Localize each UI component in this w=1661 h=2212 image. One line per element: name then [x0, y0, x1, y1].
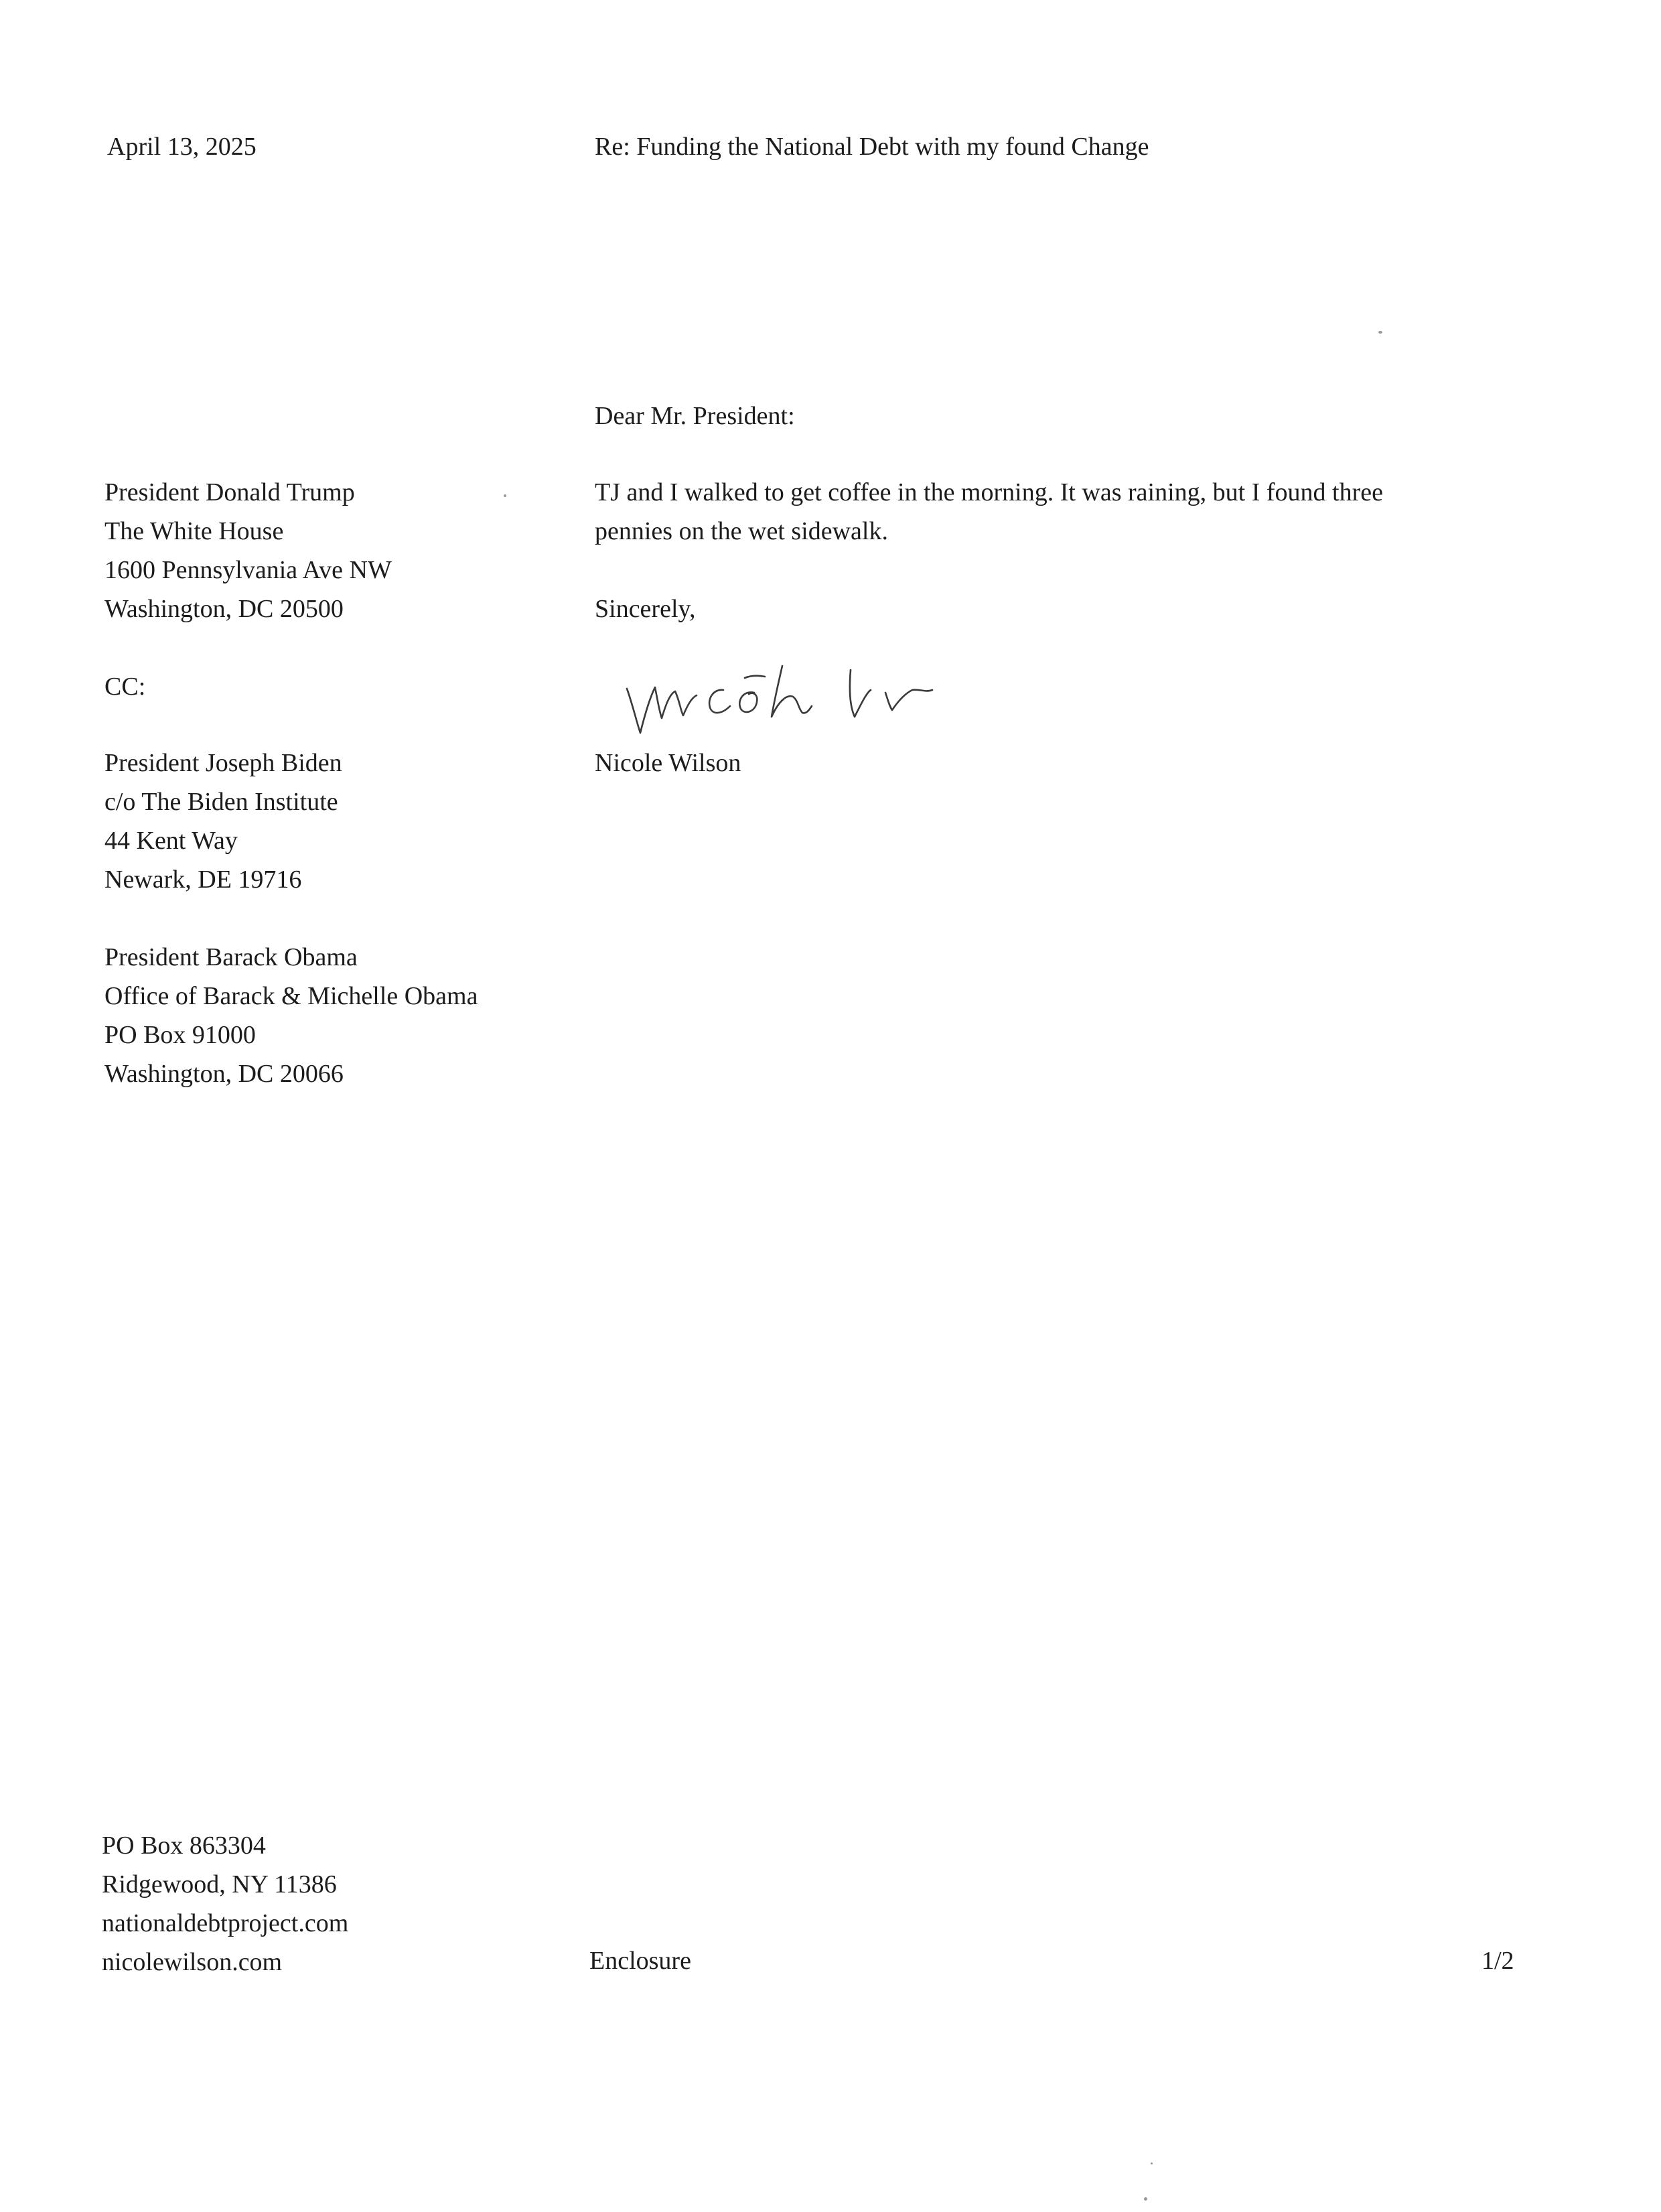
cc-address	[104, 938, 478, 1093]
body-line: TJ and I walked to get coffee in the morning. It was raining, but I found three	[595, 478, 1383, 506]
cc-name: President Joseph Biden	[104, 749, 342, 777]
body-line: pennies on the wet sidewalk.	[595, 517, 888, 545]
recipient-line: Washington, DC 20500	[104, 595, 344, 623]
page-number: 1/2	[1482, 1947, 1514, 1975]
sender-address-line: PO Box 863304	[102, 1831, 266, 1860]
cc-line: c/o The Biden Institute	[104, 788, 338, 816]
cc-line: Newark, DE 19716	[104, 866, 302, 894]
scan-speck	[1378, 331, 1382, 334]
letter-body	[595, 473, 1383, 551]
salutation: Dear Mr. President:	[595, 402, 795, 430]
sender-website: nicolewilson.com	[102, 1948, 283, 1976]
cc-line: PO Box 91000	[104, 1021, 256, 1049]
cc-line: 44 Kent Way	[104, 827, 238, 855]
handwritten-signature	[623, 663, 938, 744]
cc-address	[104, 744, 342, 899]
cc-line: Washington, DC 20066	[104, 1060, 344, 1088]
closing: Sincerely,	[595, 595, 696, 623]
scan-speck	[1151, 2162, 1153, 2164]
scan-speck	[1144, 2197, 1147, 2201]
recipient-line: The White House	[104, 517, 284, 545]
sender-address-line: Ridgewood, NY 11386	[102, 1870, 337, 1898]
letter-date: April 13, 2025	[107, 133, 257, 161]
sender-info	[102, 1826, 348, 1982]
recipient-address	[104, 473, 392, 628]
cc-line: Office of Barack & Michelle Obama	[104, 982, 478, 1010]
enclosure-label: Enclosure	[589, 1947, 691, 1975]
cc-label: CC:	[104, 673, 146, 701]
letter-subject: Re: Funding the National Debt with my found Change	[595, 133, 1149, 161]
sender-website: nationaldebtproject.com	[102, 1909, 349, 1937]
signer-name: Nicole Wilson	[595, 749, 741, 777]
recipient-line: 1600 Pennsylvania Ave NW	[104, 556, 392, 584]
recipient-name: President Donald Trump	[104, 478, 355, 506]
cc-name: President Barack Obama	[104, 943, 358, 971]
scan-speck	[504, 494, 506, 497]
